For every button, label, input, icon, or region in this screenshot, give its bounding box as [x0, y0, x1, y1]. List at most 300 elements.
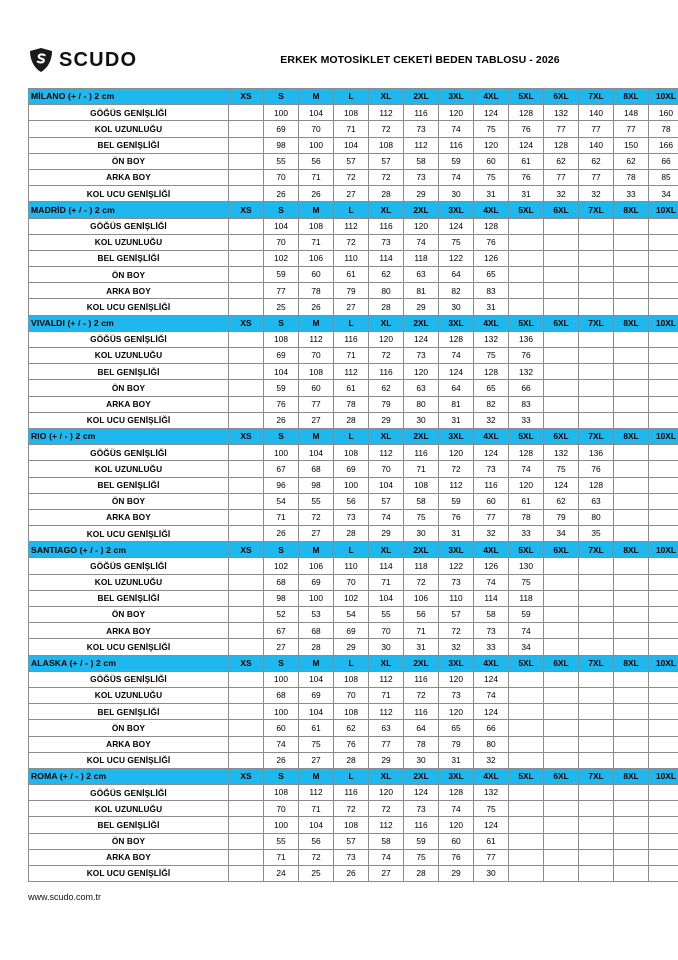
- measurement-cell: 58: [404, 153, 439, 169]
- size-column-header: 3XL: [439, 428, 474, 444]
- measurement-cell: 116: [404, 445, 439, 461]
- size-column-header: XL: [369, 315, 404, 331]
- measurement-cell: 27: [369, 866, 404, 882]
- size-column-header: 6XL: [544, 89, 579, 105]
- measurement-cell: 104: [299, 445, 334, 461]
- table-row: [29, 639, 678, 655]
- measurement-cell: [229, 720, 264, 736]
- measurement-cell: [544, 623, 579, 639]
- measurement-cell: 59: [439, 153, 474, 169]
- measurement-cell: [509, 283, 544, 299]
- size-column-header: 2XL: [404, 89, 439, 105]
- measurement-cell: 59: [439, 493, 474, 509]
- measurement-cell: 77: [299, 396, 334, 412]
- size-column-header: M: [299, 202, 334, 218]
- measurement-cell: 25: [264, 299, 299, 315]
- table-row: [29, 331, 678, 347]
- measurement-cell: 68: [299, 461, 334, 477]
- table-row: [29, 412, 678, 428]
- measurement-cell: 106: [299, 558, 334, 574]
- size-column-header: 10XL: [649, 202, 678, 218]
- measurement-cell: 56: [299, 153, 334, 169]
- measurement-cell: 108: [334, 671, 369, 687]
- measurement-cell: 71: [264, 509, 299, 525]
- measurement-cell: 62: [544, 493, 579, 509]
- measurement-cell: [544, 331, 579, 347]
- measurement-cell: [579, 720, 614, 736]
- measurement-cell: 54: [334, 607, 369, 623]
- measurement-cell: 31: [439, 752, 474, 768]
- measurement-cell: [649, 704, 678, 720]
- measurement-cell: 120: [369, 785, 404, 801]
- measurement-cell: [649, 866, 678, 882]
- measurement-cell: 65: [474, 380, 509, 396]
- size-column-header: M: [299, 89, 334, 105]
- measurement-cell: 24: [264, 866, 299, 882]
- size-column-header: 6XL: [544, 542, 579, 558]
- measurement-cell: 120: [404, 364, 439, 380]
- measurement-cell: 29: [369, 752, 404, 768]
- measurement-cell: 75: [404, 509, 439, 525]
- measurement-cell: 82: [474, 396, 509, 412]
- measurement-cell: 76: [509, 121, 544, 137]
- measurement-cell: 112: [334, 218, 369, 234]
- table-row: [29, 105, 678, 121]
- measurement-cell: 60: [439, 833, 474, 849]
- measurement-cell: [649, 461, 678, 477]
- measurement-cell: 72: [334, 234, 369, 250]
- size-chart-table: [28, 88, 678, 882]
- size-column-header: 7XL: [579, 768, 614, 784]
- size-column-header: 10XL: [649, 428, 678, 444]
- measurement-cell: 26: [264, 186, 299, 202]
- measurement-cell: [509, 299, 544, 315]
- measurement-cell: [649, 493, 678, 509]
- measurement-cell: [579, 752, 614, 768]
- measurement-cell: 78: [614, 169, 649, 185]
- measurement-cell: [614, 849, 649, 865]
- measurement-cell: 27: [299, 752, 334, 768]
- measurement-cell: 148: [614, 105, 649, 121]
- measurement-cell: 72: [299, 509, 334, 525]
- measurement-cell: 104: [369, 477, 404, 493]
- measurement-cell: 80: [579, 509, 614, 525]
- measurement-label: BEL GENİŞLİĞİ: [29, 364, 229, 380]
- table-row: [29, 445, 678, 461]
- measurement-cell: 57: [369, 153, 404, 169]
- size-column-header: 5XL: [509, 89, 544, 105]
- measurement-cell: 77: [544, 169, 579, 185]
- size-column-header: 3XL: [439, 542, 474, 558]
- measurement-cell: 28: [369, 299, 404, 315]
- measurement-cell: 72: [334, 169, 369, 185]
- measurement-cell: [614, 639, 649, 655]
- measurement-cell: 74: [439, 801, 474, 817]
- measurement-cell: 55: [264, 833, 299, 849]
- measurement-cell: [544, 558, 579, 574]
- measurement-cell: 59: [404, 833, 439, 849]
- measurement-cell: 116: [404, 704, 439, 720]
- measurement-cell: 132: [509, 364, 544, 380]
- measurement-cell: [649, 445, 678, 461]
- measurement-cell: 110: [439, 590, 474, 606]
- measurement-cell: [544, 687, 579, 703]
- measurement-label: ÖN BOY: [29, 153, 229, 169]
- measurement-cell: 128: [544, 137, 579, 153]
- measurement-label: KOL UCU GENİŞLİĞİ: [29, 526, 229, 542]
- measurement-cell: 60: [299, 380, 334, 396]
- table-row: [29, 364, 678, 380]
- measurement-cell: 75: [474, 801, 509, 817]
- measurement-cell: [614, 412, 649, 428]
- measurement-cell: 108: [334, 704, 369, 720]
- measurement-cell: [649, 267, 678, 283]
- measurement-cell: [509, 687, 544, 703]
- measurement-cell: 66: [509, 380, 544, 396]
- measurement-cell: 32: [439, 639, 474, 655]
- measurement-cell: [579, 833, 614, 849]
- measurement-cell: 116: [369, 218, 404, 234]
- measurement-cell: 59: [509, 607, 544, 623]
- measurement-cell: [579, 623, 614, 639]
- measurement-cell: 70: [369, 461, 404, 477]
- measurement-cell: 132: [544, 105, 579, 121]
- size-column-header: L: [334, 542, 369, 558]
- measurement-cell: 112: [334, 364, 369, 380]
- measurement-cell: 28: [334, 412, 369, 428]
- table-row: [29, 785, 678, 801]
- size-column-header: 6XL: [544, 202, 579, 218]
- measurement-cell: [614, 558, 649, 574]
- measurement-cell: 34: [649, 186, 678, 202]
- measurement-cell: 128: [474, 364, 509, 380]
- measurement-cell: [579, 817, 614, 833]
- measurement-cell: 118: [404, 250, 439, 266]
- size-column-header: 5XL: [509, 768, 544, 784]
- measurement-cell: 120: [404, 218, 439, 234]
- measurement-cell: 57: [439, 607, 474, 623]
- measurement-cell: 64: [404, 720, 439, 736]
- measurement-cell: [614, 736, 649, 752]
- measurement-cell: 71: [264, 849, 299, 865]
- measurement-cell: 53: [299, 607, 334, 623]
- measurement-cell: 128: [474, 218, 509, 234]
- size-column-header: 7XL: [579, 542, 614, 558]
- size-column-header: S: [264, 315, 299, 331]
- size-column-header: 6XL: [544, 428, 579, 444]
- measurement-cell: 72: [369, 169, 404, 185]
- measurement-cell: 72: [404, 687, 439, 703]
- measurement-cell: 112: [369, 817, 404, 833]
- measurement-cell: [229, 477, 264, 493]
- measurement-label: ÖN BOY: [29, 493, 229, 509]
- measurement-label: ÖN BOY: [29, 267, 229, 283]
- measurement-cell: 104: [299, 817, 334, 833]
- measurement-cell: [579, 267, 614, 283]
- measurement-cell: 112: [299, 331, 334, 347]
- measurement-label: GÖĞÜS GENİŞLİĞİ: [29, 785, 229, 801]
- measurement-cell: 72: [299, 849, 334, 865]
- table-row: [29, 736, 678, 752]
- size-column-header: 5XL: [509, 202, 544, 218]
- measurement-cell: [649, 558, 678, 574]
- measurement-cell: 74: [439, 121, 474, 137]
- measurement-cell: 112: [299, 785, 334, 801]
- measurement-cell: [509, 234, 544, 250]
- measurement-cell: 62: [369, 267, 404, 283]
- size-column-header: 4XL: [474, 89, 509, 105]
- measurement-cell: 126: [474, 558, 509, 574]
- measurement-cell: 80: [369, 283, 404, 299]
- measurement-label: GÖĞÜS GENİŞLİĞİ: [29, 671, 229, 687]
- measurement-cell: 77: [264, 283, 299, 299]
- table-row: [29, 590, 678, 606]
- measurement-cell: 74: [404, 234, 439, 250]
- measurement-cell: 75: [474, 169, 509, 185]
- size-column-header: 3XL: [439, 315, 474, 331]
- size-column-header: 3XL: [439, 768, 474, 784]
- measurement-cell: 27: [299, 526, 334, 542]
- size-column-header: 2XL: [404, 768, 439, 784]
- measurement-cell: [579, 299, 614, 315]
- size-column-header: 5XL: [509, 542, 544, 558]
- measurement-cell: 140: [579, 105, 614, 121]
- size-column-header: L: [334, 655, 369, 671]
- measurement-cell: 74: [439, 348, 474, 364]
- measurement-cell: 82: [439, 283, 474, 299]
- group-header-row: [29, 655, 678, 671]
- measurement-cell: [579, 849, 614, 865]
- size-column-header: S: [264, 202, 299, 218]
- measurement-cell: 28: [404, 866, 439, 882]
- measurement-cell: 70: [264, 169, 299, 185]
- table-row: [29, 623, 678, 639]
- measurement-cell: 74: [369, 509, 404, 525]
- measurement-cell: 126: [474, 250, 509, 266]
- size-column-header: S: [264, 542, 299, 558]
- measurement-cell: 80: [404, 396, 439, 412]
- size-column-header: 7XL: [579, 315, 614, 331]
- measurement-cell: 30: [404, 526, 439, 542]
- size-column-header: XS: [229, 768, 264, 784]
- size-column-header: 4XL: [474, 542, 509, 558]
- measurement-cell: [229, 364, 264, 380]
- measurement-cell: [614, 218, 649, 234]
- measurement-cell: 63: [369, 720, 404, 736]
- measurement-cell: 100: [299, 590, 334, 606]
- measurement-cell: 73: [474, 461, 509, 477]
- measurement-cell: [649, 299, 678, 315]
- measurement-cell: 108: [264, 785, 299, 801]
- measurement-cell: 104: [299, 105, 334, 121]
- measurement-cell: [544, 234, 579, 250]
- measurement-cell: [649, 817, 678, 833]
- measurement-cell: 63: [404, 267, 439, 283]
- scudo-shield-icon: [28, 47, 54, 73]
- measurement-cell: 77: [474, 849, 509, 865]
- measurement-cell: 59: [264, 267, 299, 283]
- measurement-cell: [614, 817, 649, 833]
- measurement-cell: [649, 623, 678, 639]
- measurement-cell: [614, 445, 649, 461]
- measurement-cell: [649, 412, 678, 428]
- measurement-cell: [614, 380, 649, 396]
- measurement-cell: 74: [509, 461, 544, 477]
- group-header-row: [29, 542, 678, 558]
- measurement-label: GÖĞÜS GENİŞLİĞİ: [29, 218, 229, 234]
- measurement-cell: [649, 801, 678, 817]
- measurement-cell: 116: [404, 671, 439, 687]
- measurement-cell: 75: [299, 736, 334, 752]
- group-name: MİLANO (+ / - ) 2 cm: [29, 89, 229, 105]
- group-header-row: [29, 315, 678, 331]
- measurement-cell: [229, 105, 264, 121]
- measurement-cell: [509, 704, 544, 720]
- group-name: MADRİD (+ / - ) 2 cm: [29, 202, 229, 218]
- measurement-cell: [229, 234, 264, 250]
- size-column-header: S: [264, 428, 299, 444]
- measurement-cell: [579, 558, 614, 574]
- measurement-cell: [614, 477, 649, 493]
- measurement-cell: 52: [264, 607, 299, 623]
- measurement-cell: [544, 849, 579, 865]
- size-column-header: 2XL: [404, 202, 439, 218]
- measurement-cell: [229, 785, 264, 801]
- measurement-cell: [544, 299, 579, 315]
- measurement-cell: [229, 493, 264, 509]
- measurement-cell: 100: [264, 704, 299, 720]
- measurement-cell: [579, 801, 614, 817]
- measurement-cell: 81: [404, 283, 439, 299]
- measurement-cell: 70: [299, 121, 334, 137]
- measurement-cell: 108: [404, 477, 439, 493]
- measurement-cell: 104: [334, 137, 369, 153]
- measurement-cell: 73: [439, 574, 474, 590]
- measurement-cell: [579, 380, 614, 396]
- measurement-cell: 73: [404, 169, 439, 185]
- measurement-cell: 73: [334, 849, 369, 865]
- measurement-label: BEL GENİŞLİĞİ: [29, 590, 229, 606]
- measurement-cell: 112: [369, 671, 404, 687]
- measurement-cell: [544, 590, 579, 606]
- measurement-cell: 33: [509, 412, 544, 428]
- group-name: VIVALDI (+ / - ) 2 cm: [29, 315, 229, 331]
- measurement-cell: 32: [474, 412, 509, 428]
- measurement-cell: 27: [299, 412, 334, 428]
- measurement-label: ÖN BOY: [29, 833, 229, 849]
- measurement-cell: 72: [369, 801, 404, 817]
- measurement-label: ARKA BOY: [29, 283, 229, 299]
- measurement-cell: 67: [264, 623, 299, 639]
- measurement-cell: 83: [509, 396, 544, 412]
- measurement-cell: 102: [334, 590, 369, 606]
- measurement-cell: 124: [439, 364, 474, 380]
- measurement-cell: [229, 817, 264, 833]
- measurement-cell: 132: [474, 785, 509, 801]
- measurement-cell: 100: [264, 671, 299, 687]
- measurement-cell: [579, 687, 614, 703]
- measurement-cell: 74: [474, 574, 509, 590]
- measurement-label: KOL UZUNLUĞU: [29, 348, 229, 364]
- table-row: [29, 169, 678, 185]
- measurement-cell: [614, 526, 649, 542]
- measurement-cell: [229, 445, 264, 461]
- measurement-cell: [579, 218, 614, 234]
- measurement-cell: 33: [614, 186, 649, 202]
- table-row: [29, 720, 678, 736]
- measurement-label: KOL UZUNLUĞU: [29, 687, 229, 703]
- measurement-cell: 124: [509, 137, 544, 153]
- measurement-cell: 110: [334, 250, 369, 266]
- measurement-cell: [579, 250, 614, 266]
- measurement-cell: [229, 833, 264, 849]
- size-column-header: L: [334, 89, 369, 105]
- measurement-cell: 29: [404, 299, 439, 315]
- measurement-cell: [649, 331, 678, 347]
- measurement-cell: 75: [404, 849, 439, 865]
- measurement-cell: 31: [404, 639, 439, 655]
- measurement-cell: 116: [334, 785, 369, 801]
- measurement-cell: 71: [334, 348, 369, 364]
- measurement-cell: 32: [544, 186, 579, 202]
- measurement-cell: [229, 283, 264, 299]
- size-column-header: XS: [229, 89, 264, 105]
- measurement-cell: [544, 866, 579, 882]
- measurement-cell: 96: [264, 477, 299, 493]
- measurement-cell: [229, 153, 264, 169]
- measurement-cell: 65: [474, 267, 509, 283]
- measurement-cell: 61: [509, 153, 544, 169]
- measurement-cell: [579, 590, 614, 606]
- measurement-cell: 31: [439, 526, 474, 542]
- measurement-cell: [579, 331, 614, 347]
- table-row: [29, 866, 678, 882]
- table-row: [29, 704, 678, 720]
- table-row: [29, 283, 678, 299]
- measurement-cell: 100: [299, 137, 334, 153]
- table-row: [29, 250, 678, 266]
- measurement-cell: 140: [579, 137, 614, 153]
- measurement-cell: 54: [264, 493, 299, 509]
- measurement-cell: 75: [439, 234, 474, 250]
- measurement-cell: [509, 817, 544, 833]
- measurement-cell: 120: [369, 331, 404, 347]
- measurement-cell: 104: [264, 218, 299, 234]
- measurement-cell: 130: [509, 558, 544, 574]
- measurement-cell: 30: [474, 866, 509, 882]
- group-header-row: [29, 89, 678, 105]
- measurement-cell: [649, 380, 678, 396]
- measurement-cell: 32: [474, 752, 509, 768]
- measurement-cell: [579, 607, 614, 623]
- measurement-cell: 102: [264, 250, 299, 266]
- measurement-cell: [614, 574, 649, 590]
- measurement-cell: [509, 752, 544, 768]
- table-row: [29, 267, 678, 283]
- measurement-cell: 98: [264, 137, 299, 153]
- measurement-cell: [649, 509, 678, 525]
- measurement-cell: 108: [369, 137, 404, 153]
- measurement-cell: 132: [544, 445, 579, 461]
- size-column-header: 10XL: [649, 315, 678, 331]
- measurement-cell: 120: [439, 704, 474, 720]
- measurement-cell: 68: [264, 687, 299, 703]
- size-column-header: L: [334, 202, 369, 218]
- measurement-cell: [614, 623, 649, 639]
- measurement-cell: [649, 348, 678, 364]
- measurement-cell: [229, 380, 264, 396]
- measurement-cell: 75: [474, 348, 509, 364]
